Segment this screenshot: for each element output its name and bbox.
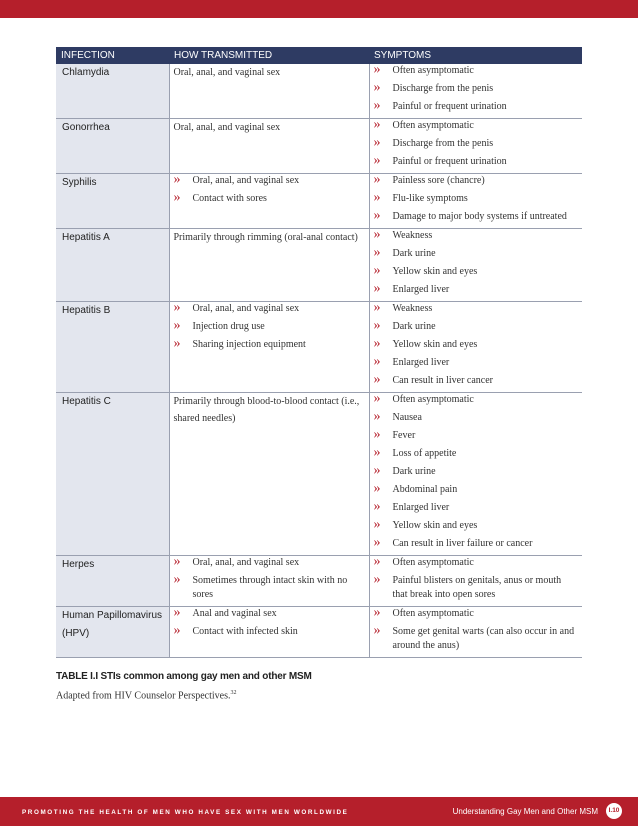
symptom-text: Yellow skin and eyes	[392, 520, 478, 531]
symptom-text: Can result in liver cancer	[392, 375, 494, 386]
transmission-cell	[169, 393, 369, 556]
chevron-bullet-icon: »	[373, 135, 381, 150]
chevron-bullet-icon: »	[173, 318, 181, 333]
chevron-bullet-icon: »	[373, 572, 381, 587]
transmission-cell	[169, 607, 369, 658]
symptom-list	[374, 607, 578, 653]
symptom-item	[374, 501, 578, 515]
symptom-item	[374, 119, 578, 133]
chevron-bullet-icon: »	[173, 572, 181, 587]
symptom-text: Abdominal pain	[392, 484, 458, 495]
table-row	[56, 119, 582, 174]
symptom-text: Some get genital warts (can also occur in and around the anus)	[392, 626, 575, 651]
symptom-item	[374, 574, 578, 602]
chevron-bullet-icon: »	[173, 554, 181, 569]
transmission-list	[174, 607, 364, 639]
symptom-list	[374, 393, 578, 551]
chevron-bullet-icon: »	[373, 623, 381, 638]
table-row	[56, 302, 582, 393]
transmission-item	[174, 607, 364, 621]
chevron-bullet-icon: »	[373, 605, 381, 620]
symptom-text: Often asymptomatic	[392, 65, 474, 76]
symptom-item	[374, 519, 578, 533]
symptom-text: Painless sore (chancre)	[392, 175, 485, 186]
table-caption: TABLE I.I STIs common among gay men and other MSM	[56, 671, 312, 682]
transmission-item	[174, 625, 364, 639]
header-infection: INFECTION	[56, 47, 169, 64]
symptom-item	[374, 465, 578, 479]
table-row	[56, 229, 582, 302]
chevron-bullet-icon: »	[373, 372, 381, 387]
symptom-item	[374, 556, 578, 570]
source-reference: 32	[230, 690, 237, 696]
infection-name: Human Papillomavirus (HPV)	[56, 607, 169, 658]
chevron-bullet-icon: »	[373, 245, 381, 260]
symptom-item	[374, 374, 578, 388]
chevron-bullet-icon: »	[373, 499, 381, 514]
symptom-item	[374, 429, 578, 443]
symptom-item	[374, 607, 578, 621]
symptom-list	[374, 119, 578, 169]
chevron-bullet-icon: »	[173, 623, 181, 638]
symptom-text: Fever	[392, 430, 416, 441]
transmission-cell	[169, 556, 369, 607]
infection-name: Hepatitis C	[56, 393, 169, 556]
symptom-text: Nausea	[392, 412, 422, 423]
symptom-item	[374, 64, 578, 78]
infection-name: Herpes	[56, 556, 169, 607]
symptom-item	[374, 100, 578, 114]
header-symptoms: SYMPTOMS	[369, 47, 582, 64]
symptom-text: Enlarged liver	[392, 284, 450, 295]
table-row	[56, 607, 582, 658]
symptom-item	[374, 356, 578, 370]
symptom-text: Discharge from the penis	[392, 138, 494, 149]
symptom-list	[374, 229, 578, 297]
symptom-item	[374, 229, 578, 243]
transmission-text: Primarily through rimming (oral-anal contact)	[173, 232, 358, 243]
symptom-item	[374, 283, 578, 297]
transmission-text: Contact with infected skin	[192, 626, 298, 637]
chevron-bullet-icon: »	[373, 336, 381, 351]
transmission-item	[174, 556, 364, 570]
symptom-text: Dark urine	[392, 466, 436, 477]
transmission-text: Oral, anal, and vaginal sex	[192, 303, 300, 314]
symptom-item	[374, 483, 578, 497]
chevron-bullet-icon: »	[373, 517, 381, 532]
infection-name: Syphilis	[56, 174, 169, 229]
chevron-bullet-icon: »	[173, 300, 181, 315]
symptom-item	[374, 537, 578, 551]
transmission-list	[174, 302, 364, 352]
header-how-transmitted: HOW TRANSMITTED	[169, 47, 369, 64]
table-row	[56, 556, 582, 607]
symptom-text: Discharge from the penis	[392, 83, 494, 94]
symptom-text: Loss of appetite	[392, 448, 457, 459]
symptom-text: Weakness	[392, 230, 433, 241]
chevron-bullet-icon: »	[373, 409, 381, 424]
table-body	[56, 64, 582, 658]
symptom-list	[374, 64, 578, 114]
symptom-item	[374, 247, 578, 261]
transmission-cell	[169, 64, 369, 119]
table-row	[56, 64, 582, 119]
symptom-item	[374, 192, 578, 206]
infection-name: Gonorrhea	[56, 119, 169, 174]
chevron-bullet-icon: »	[173, 605, 181, 620]
table-row	[56, 393, 582, 556]
infection-name: Chlamydia	[56, 64, 169, 119]
transmission-cell	[169, 302, 369, 393]
symptom-text: Often asymptomatic	[392, 557, 474, 568]
symptom-text: Dark urine	[392, 248, 436, 259]
symptom-item	[374, 265, 578, 279]
chevron-bullet-icon: »	[373, 281, 381, 296]
symptom-text: Can result in liver failure or cancer	[392, 538, 533, 549]
symptom-text: Often asymptomatic	[392, 608, 474, 619]
chevron-bullet-icon: »	[373, 227, 381, 242]
symptom-list	[374, 556, 578, 602]
transmission-item	[174, 174, 364, 188]
transmission-item	[174, 192, 364, 206]
footer-series-title: PROMOTING THE HEALTH OF MEN WHO HAVE SEX WITH MEN WORLDWIDE	[22, 809, 349, 816]
transmission-text: Oral, anal, and vaginal sex	[192, 557, 300, 568]
infection-name: Hepatitis A	[56, 229, 169, 302]
symptom-item	[374, 302, 578, 316]
symptom-item	[374, 137, 578, 151]
chevron-bullet-icon: »	[173, 336, 181, 351]
footer-chapter-title: Understanding Gay Men and Other MSM	[452, 807, 598, 816]
transmission-cell	[169, 119, 369, 174]
symptom-list	[374, 174, 578, 224]
top-color-band	[0, 0, 638, 18]
transmission-text: Anal and vaginal sex	[192, 608, 277, 619]
table-header-row	[56, 47, 582, 64]
chevron-bullet-icon: »	[373, 98, 381, 113]
symptom-item	[374, 447, 578, 461]
transmission-text: Sharing injection equipment	[192, 339, 306, 350]
symptom-text: Often asymptomatic	[392, 394, 474, 405]
chevron-bullet-icon: »	[373, 445, 381, 460]
symptom-list	[374, 302, 578, 388]
symptom-text: Weakness	[392, 303, 433, 314]
symptom-text: Yellow skin and eyes	[392, 339, 478, 350]
symptom-item	[374, 338, 578, 352]
symptom-item	[374, 320, 578, 334]
transmission-text: Oral, anal, and vaginal sex	[173, 122, 281, 133]
chevron-bullet-icon: »	[373, 117, 381, 132]
chevron-bullet-icon: »	[373, 300, 381, 315]
chevron-bullet-icon: »	[173, 190, 181, 205]
transmission-text: Oral, anal, and vaginal sex	[192, 175, 300, 186]
transmission-item	[174, 574, 364, 602]
symptoms-cell	[369, 64, 582, 119]
symptom-text: Yellow skin and eyes	[392, 266, 478, 277]
transmission-list	[174, 174, 364, 206]
symptoms-cell	[369, 302, 582, 393]
chevron-bullet-icon: »	[173, 172, 181, 187]
chevron-bullet-icon: »	[373, 172, 381, 187]
infection-name: Hepatitis B	[56, 302, 169, 393]
chevron-bullet-icon: »	[373, 463, 381, 478]
symptom-item	[374, 393, 578, 407]
symptom-text: Dark urine	[392, 321, 436, 332]
chevron-bullet-icon: »	[373, 481, 381, 496]
page-number: I.10	[606, 803, 622, 819]
symptom-item	[374, 210, 578, 224]
symptom-text: Often asymptomatic	[392, 120, 474, 131]
table-source	[56, 690, 237, 701]
symptoms-cell	[369, 556, 582, 607]
symptom-item	[374, 155, 578, 169]
symptom-text: Flu-like symptoms	[392, 193, 468, 204]
chevron-bullet-icon: »	[373, 62, 381, 77]
symptom-text: Painful or frequent urination	[392, 156, 507, 167]
transmission-text: Oral, anal, and vaginal sex	[173, 67, 281, 78]
chevron-bullet-icon: »	[373, 427, 381, 442]
source-text: Adapted from HIV Counselor Perspectives.	[56, 690, 231, 702]
transmission-cell	[169, 174, 369, 229]
transmission-item	[174, 320, 364, 334]
transmission-text: Sometimes through intact skin with no sores	[192, 575, 348, 600]
chevron-bullet-icon: »	[373, 153, 381, 168]
symptom-text: Damage to major body systems if untreated	[392, 211, 567, 222]
chevron-bullet-icon: »	[373, 80, 381, 95]
chevron-bullet-icon: »	[373, 391, 381, 406]
transmission-item	[174, 302, 364, 316]
chevron-bullet-icon: »	[373, 354, 381, 369]
transmission-text: Primarily through blood-to-blood contact (i.e., shared needles)	[173, 396, 360, 424]
chevron-bullet-icon: »	[373, 318, 381, 333]
chevron-bullet-icon: »	[373, 535, 381, 550]
symptom-item	[374, 411, 578, 425]
chevron-bullet-icon: »	[373, 190, 381, 205]
symptoms-cell	[369, 119, 582, 174]
chevron-bullet-icon: »	[373, 208, 381, 223]
transmission-item	[174, 338, 364, 352]
symptom-text: Enlarged liver	[392, 357, 450, 368]
sti-table	[56, 47, 582, 658]
transmission-cell	[169, 229, 369, 302]
transmission-list	[174, 556, 364, 602]
symptoms-cell	[369, 229, 582, 302]
symptoms-cell	[369, 393, 582, 556]
symptom-item	[374, 82, 578, 96]
symptom-item	[374, 625, 578, 653]
symptom-item	[374, 174, 578, 188]
transmission-text: Injection drug use	[192, 321, 265, 332]
symptoms-cell	[369, 607, 582, 658]
symptom-text: Painful blisters on genitals, anus or mouth that break into open sores	[392, 575, 562, 600]
symptoms-cell	[369, 174, 582, 229]
symptom-text: Enlarged liver	[392, 502, 450, 513]
chevron-bullet-icon: »	[373, 554, 381, 569]
symptom-text: Painful or frequent urination	[392, 101, 507, 112]
chevron-bullet-icon: »	[373, 263, 381, 278]
table-row	[56, 174, 582, 229]
transmission-text: Contact with sores	[192, 193, 267, 204]
